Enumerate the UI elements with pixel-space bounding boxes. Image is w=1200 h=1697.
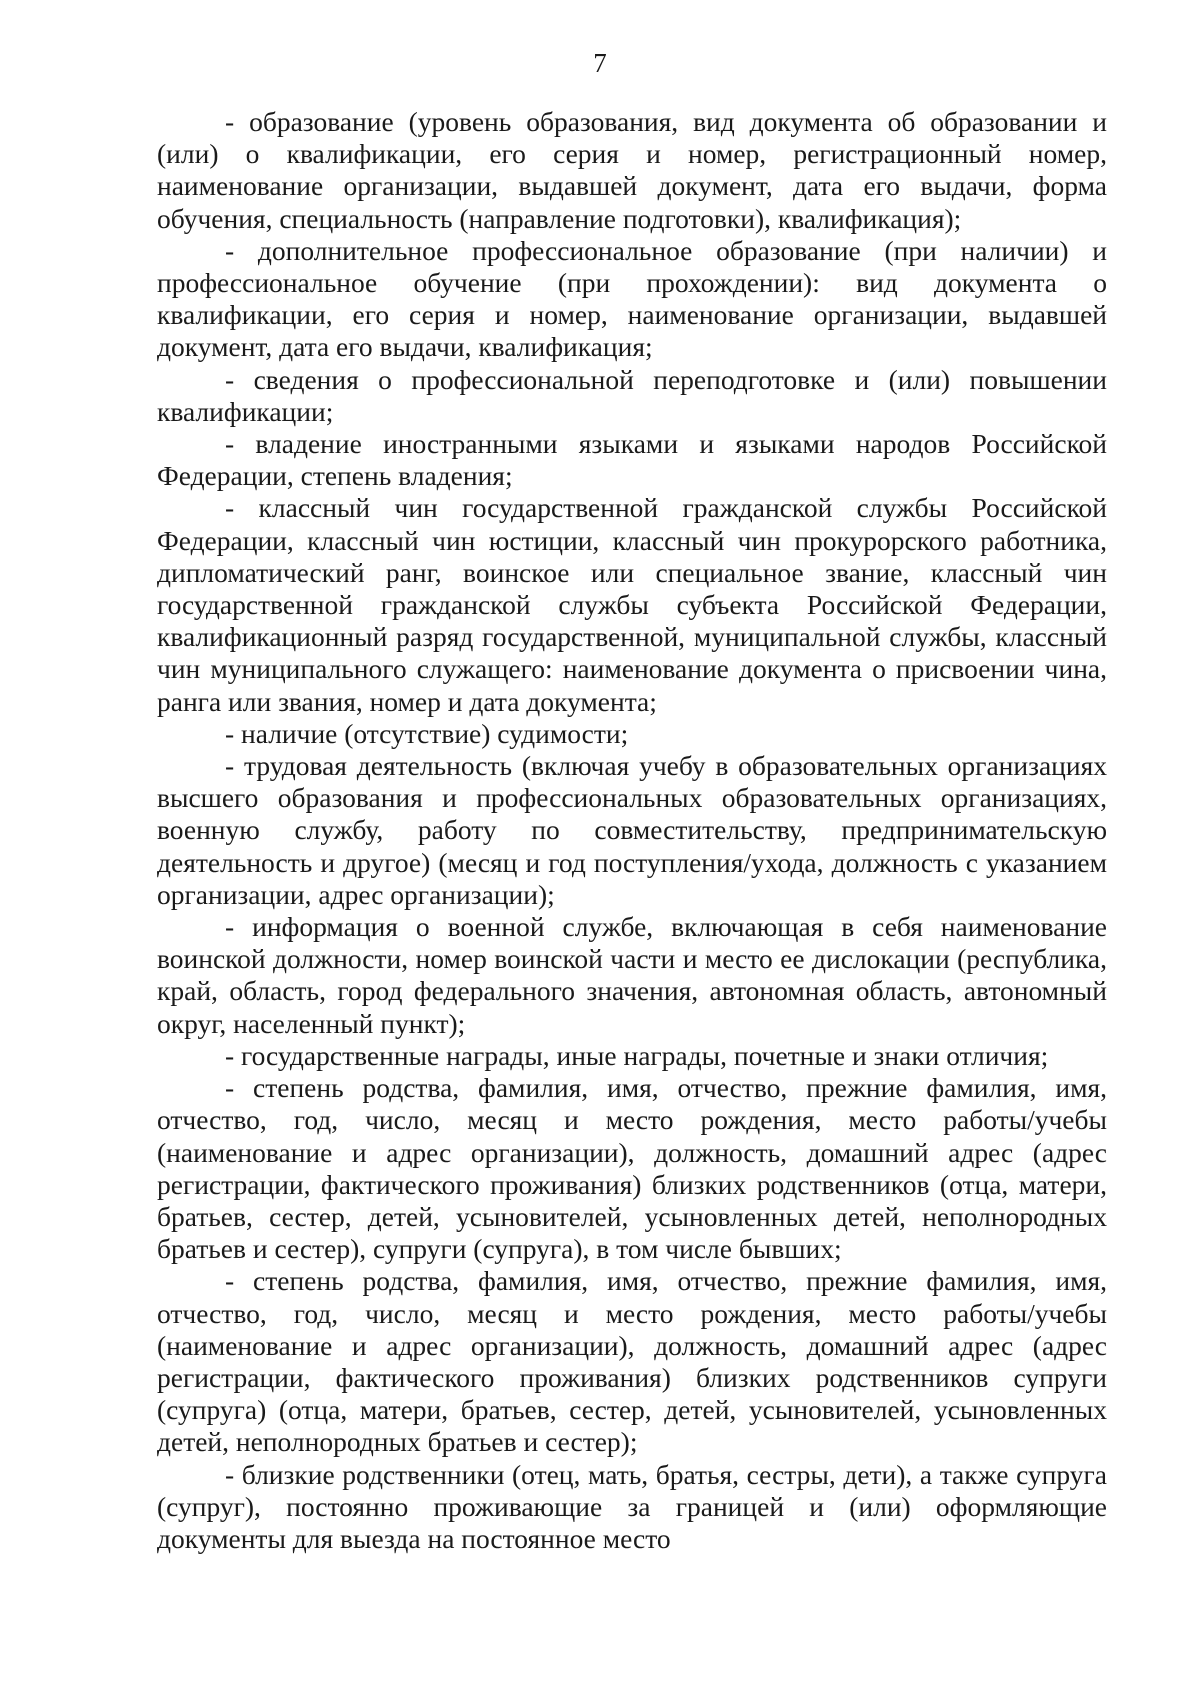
- paragraph-class-rank: - классный чин государственной гражданской службы Российской Федерации, классный чин юстиции, классный чин прокурорского работника, дипломатический ранг, воинское или специальное звание, классный чин государственной гражданской службы субъекта Российской Федерации, квалификационный разряд государственной, муниципальной службы, классный чин муниципального служащего: наименование документа о присвоении чина, ранга или звания, номер и дата документа;: [157, 492, 1107, 717]
- page-number: 7: [593, 48, 607, 78]
- paragraph-relatives-abroad: - близкие родственники (отец, мать, братья, сестры, дети), а также супруга (супруг), постоянно проживающие за границей и (или) оформляющие документы для выезда на постоянное место: [157, 1458, 1107, 1554]
- paragraph-languages: - владение иностранными языками и языками народов Российской Федерации, степень владения;: [157, 428, 1107, 492]
- paragraph-education: - образование (уровень образования, вид документа об образовании и (или) о квалификации, его серия и номер, регистрационный номер, наименование организации, выдавшей документ, дата его выдачи, форма обучения, специальность (направление подготовки), квалификация);: [157, 106, 1107, 234]
- paragraph-awards: - государственные награды, иные награды, почетные и знаки отличия;: [225, 1039, 1049, 1071]
- paragraph-military-service: - информация о военной службе, включающая в себя наименование воинской должности, номер воинской части и место ее дислокации (республика, край, область, город федерального значения, автономная область, автономный округ, населенный пункт);: [157, 911, 1107, 1039]
- document-body: [157, 106, 1107, 1555]
- paragraph-employment: - трудовая деятельность (включая учебу в образовательных организациях высшего образования и профессиональных образовательных организациях, военную службу, работу по совместительству, предпринимательскую деятельность и другое) (месяц и год поступления/ухода, должность с указанием организации, адрес организации);: [157, 750, 1107, 910]
- paragraph-criminal-record: - наличие (отсутствие) судимости;: [225, 717, 629, 749]
- paragraph-additional-education: - дополнительное профессиональное образование (при наличии) и профессиональное обучение (при прохождении): вид документа о квалификации, его серия и номер, наименование организации, выдавшей документ, дата его выдачи, квалификация;: [157, 234, 1107, 363]
- paragraph-retraining: - сведения о профессиональной переподготовке и (или) повышении квалификации;: [157, 363, 1107, 427]
- paragraph-spouse-relatives: - степень родства, фамилия, имя, отчество, прежние фамилия, имя, отчество, год, число, месяц и место рождения, место работы/учебы (наименование и адрес организации), должность, домашний адрес (адрес регистрации, фактического проживания) близких родственников супруги (супруга) (отца, матери, братьев, сестер, детей, усыновителей, усыновленных детей, неполнородных братьев и сестер);: [157, 1265, 1107, 1458]
- paragraph-relatives: - степень родства, фамилия, имя, отчество, прежние фамилия, имя, отчество, год, число, месяц и место рождения, место работы/учебы (наименование и адрес организации), должность, домашний адрес (адрес регистрации, фактического проживания) близких родственников (отца, матери, братьев, сестер, детей, усыновителей, усыновленных детей, неполнородных братьев и сестер), супруги (супруга), в том числе бывших;: [157, 1072, 1107, 1265]
